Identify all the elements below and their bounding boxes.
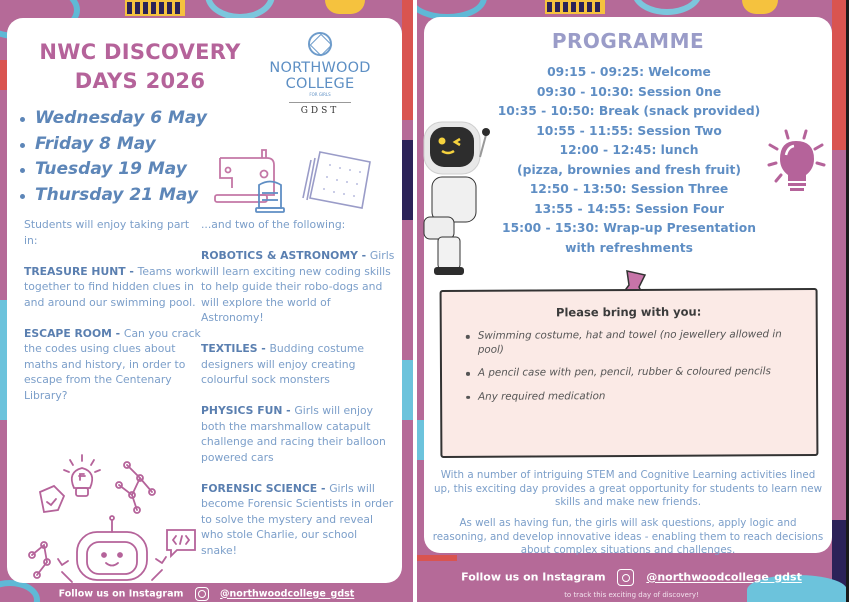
footer-tagline: to track this exciting day of discovery! [564, 591, 699, 599]
bring-heading: Please bring with you: [555, 304, 702, 320]
schedule-item: (pizza, brownies and fresh fruit) [517, 162, 741, 177]
logo-gdst: GDST [300, 106, 340, 116]
instagram-handle-link[interactable]: @northwoodcollege_gdst [646, 570, 802, 584]
bring-with-you-note [440, 288, 819, 458]
activity-name: FORENSIC SCIENCE [201, 481, 318, 495]
activity-desc: Girls will become Forensic Scientists in order to solve the mystery and reveal who stole Charlie, our school snake! [201, 481, 394, 557]
intro-text: Students will enjoy taking part in: [24, 218, 190, 247]
schedule-item: 13:55 - 14:55: Session Four [534, 201, 724, 216]
right-flyer-panel [417, 0, 846, 602]
date-item: Friday 8 May [17, 132, 207, 158]
event-title [25, 38, 255, 96]
schedule-item: 12:50 - 13:50: Session Three [529, 182, 729, 196]
school-logo [265, 32, 375, 116]
left-flyer-panel [0, 0, 413, 602]
activity-escape-room: ESCAPE ROOM - Can you crack the codes using clues about maths and history, in order to escape from the Centenary Library? [24, 326, 201, 402]
programme-schedule [464, 63, 794, 258]
instagram-icon [195, 587, 209, 601]
bring-list [466, 328, 816, 404]
follow-label: Follow us on Instagram [58, 588, 184, 600]
activity-physics: PHYSICS FUN - Girls will enjoy both the marshmallow catapult challenge and racing their balloon powered cars [201, 404, 386, 464]
decor-shape [742, 0, 778, 14]
activity-desc: Girls will enjoy both the marshmallow catapult challenge and racing their balloon powered cars [201, 404, 386, 464]
description-paragraph-1: With a number of intriguing STEM and Cognitive Learning activities lined up, this exciting day provides a great opportunity for students to learn new skills and make new friends. [433, 469, 823, 508]
winking-robot-icon [418, 117, 490, 277]
robot-juggling-icon [22, 450, 202, 585]
decor-shape [0, 300, 7, 420]
instagram-footer [0, 587, 413, 601]
decor-gear [632, 0, 702, 15]
decor-shape [402, 140, 413, 220]
date-item: Thursday 21 May [17, 183, 207, 209]
schedule-item: 10:35 - 10:50: Break (snack provided) [497, 104, 761, 118]
activity-name: ESCAPE ROOM [24, 326, 112, 340]
decor-gear [205, 0, 275, 20]
logo-subtitle: FOR GIRLS [309, 92, 331, 97]
activity-desc: Can you crack the codes using clues about maths and history, in order to escape from the Centenary Library? [24, 326, 201, 402]
instagram-handle-link[interactable]: @northwoodcollege_gdst [220, 588, 355, 600]
sewing-machine-and-fabric-icon [212, 140, 382, 215]
optional-intro-text: ...and two of the following: [201, 218, 346, 231]
activity-desc: Girls will learn exciting new coding skills to help guide their robo-dogs and will explore the world of Astronomy! [201, 249, 395, 324]
date-item: Wednesday 6 May [17, 106, 207, 132]
decor-shape [402, 360, 413, 420]
lightbulb-icon [766, 127, 828, 197]
logo-name-line-1: NORTHWOOD [269, 60, 371, 76]
northwood-emblem-icon [308, 32, 332, 56]
activity-name: TEXTILES [201, 342, 258, 355]
decor-grid [545, 0, 605, 14]
schedule-item: 10:55 - 11:55: Session Two [536, 123, 722, 138]
activity-name: PHYSICS FUN [201, 404, 283, 417]
optional-activities-column [201, 217, 396, 574]
activity-name: ROBOTICS & ASTRONOMY [201, 249, 358, 262]
activity-textiles: TEXTILES - Budding costume designers will enjoy creating colourful sock monsters [201, 342, 364, 386]
title-line-2: DAYS 2026 [74, 69, 206, 93]
core-activities-column [24, 217, 204, 419]
decor-grid [125, 0, 185, 16]
decor-shape [417, 420, 424, 460]
description-paragraph-2: As well as having fun, the girls will ask questions, apply logic and reasoning, and develop innovative ideas - enabling them to reach decisions about complex situations and challenges. [432, 517, 824, 556]
bring-item: Any required medication [466, 389, 786, 404]
decor-shape [402, 0, 413, 120]
logo-name-line-2: COLLEGE [285, 76, 355, 92]
logo-divider [289, 102, 351, 103]
right-content-card [424, 17, 832, 556]
logo-name [265, 60, 375, 92]
instagram-icon [617, 569, 634, 586]
schedule-item: 09:30 - 10:30: Session 0ne [536, 84, 722, 99]
bring-item: A pencil case with pen, pencil, rubber & coloured pencils [466, 365, 786, 380]
decor-shape [325, 0, 365, 14]
left-content-card [7, 18, 402, 583]
event-dates-list [17, 106, 207, 208]
instagram-footer [417, 569, 846, 586]
programme-title: PROGRAMME [551, 29, 705, 53]
activity-robotics: ROBOTICS & ASTRONOMY - Girls will learn exciting new coding skills to help guide their robo-dogs and will explore the world of Astronomy! [201, 249, 395, 324]
activity-name: TREASURE HUNT [24, 264, 126, 278]
activity-forensic: FORENSIC SCIENCE - Girls will become Forensic Scientists in order to solve the mystery and reveal who stole Charlie, our school snake! [201, 481, 394, 557]
date-item: Tuesday 19 May [17, 157, 207, 183]
title-line-1: NWC DISCOVERY [39, 40, 241, 64]
activity-desc: Budding costume designers will enjoy creating colourful sock monsters [201, 342, 364, 386]
follow-label: Follow us on Instagram [461, 570, 606, 584]
decor-shape [832, 0, 846, 150]
bring-item: Swimming costume, hat and towel (no jewellery allowed in pool) [466, 328, 786, 357]
schedule-item: 12:00 - 12:45: lunch [559, 143, 699, 157]
schedule-item: 09:15 - 09:25: Welcome [547, 65, 711, 79]
schedule-item: 15:00 - 15:30: Wrap-up Presentation [502, 221, 756, 235]
activity-treasure-hunt: TREASURE HUNT - Teams work together to find hidden clues in and around our swimming pool. [24, 264, 202, 309]
activity-desc: Teams work together to find hidden clues in and around our swimming pool. [24, 264, 202, 309]
schedule-item: with refreshments [565, 240, 693, 255]
